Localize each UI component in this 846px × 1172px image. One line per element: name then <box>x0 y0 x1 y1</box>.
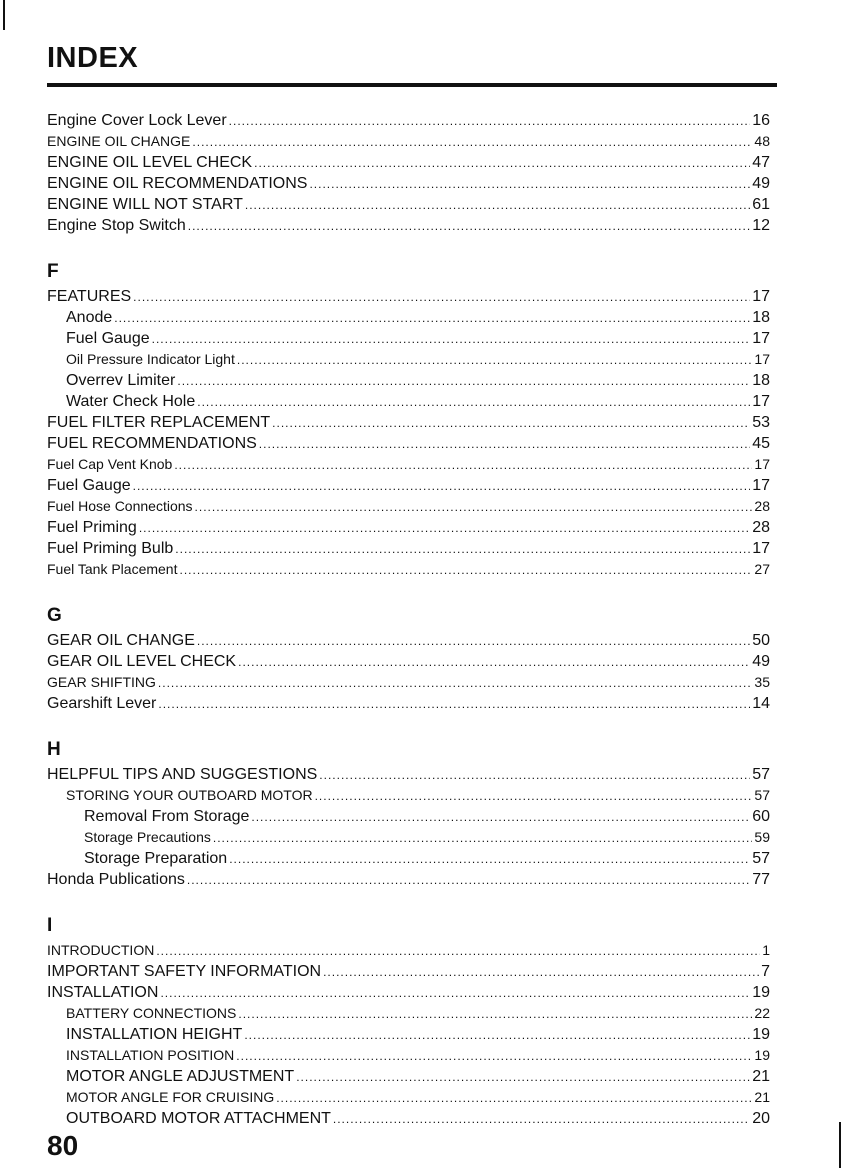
index-entry <box>47 630 770 651</box>
scan-edge-mark-right <box>839 1122 841 1168</box>
index-entry <box>47 173 770 194</box>
dot-leader <box>245 195 750 216</box>
index-entry-label: Engine Cover Lock Lever <box>47 112 227 129</box>
index-entry-page: 12 <box>752 217 770 234</box>
index-entry-page: 61 <box>752 196 770 213</box>
index-entry-label: Storage Precautions <box>84 829 211 845</box>
dot-leader <box>244 1025 750 1046</box>
section-letter: G <box>47 605 62 626</box>
index-entry-page: 7 <box>761 963 770 980</box>
index-entry-label: ENGINE WILL NOT START <box>47 196 243 213</box>
index-entry-page: 28 <box>752 519 770 536</box>
index-entry <box>47 391 770 412</box>
index-entry <box>47 869 770 890</box>
index-entry-page: 50 <box>752 632 770 649</box>
index-entry-page: 14 <box>752 695 770 712</box>
index-entry <box>47 1087 770 1108</box>
dot-leader <box>272 413 750 434</box>
dot-leader <box>179 560 752 581</box>
section-letter: H <box>47 739 61 760</box>
index-entry-page: 59 <box>754 829 770 845</box>
dot-leader <box>133 287 750 308</box>
index-entry-page: 17 <box>752 393 770 410</box>
index-entry <box>47 848 770 869</box>
index-entry-page: 60 <box>752 808 770 825</box>
index-entry-page: 1 <box>762 942 770 958</box>
index-entry-label: GEAR SHIFTING <box>47 674 156 690</box>
index-entry-page: 49 <box>752 653 770 670</box>
index-entry <box>47 328 770 349</box>
index-entry-label: Water Check Hole <box>66 393 196 410</box>
dot-leader <box>195 497 753 518</box>
index-entry-page: 18 <box>752 309 770 326</box>
index-entry <box>47 1024 770 1045</box>
dot-leader <box>158 673 753 694</box>
index-entry-page: 17 <box>752 288 770 305</box>
index-entry <box>47 806 770 827</box>
index-entry-label: GEAR OIL CHANGE <box>47 632 195 649</box>
dot-leader <box>152 329 751 350</box>
index-entry-label: Overrev Limiter <box>66 372 176 389</box>
dot-leader <box>156 941 760 962</box>
dot-leader <box>229 111 751 132</box>
index-entry <box>47 940 770 961</box>
index-entry-label: Fuel Tank Placement <box>47 561 178 577</box>
dot-leader <box>276 1088 752 1109</box>
index-entry-label: FEATURES <box>47 288 132 305</box>
index-entry-page: 57 <box>752 850 770 867</box>
page-number: 80 <box>47 1130 79 1161</box>
dot-leader <box>187 870 750 891</box>
index-entry-page: 19 <box>754 1047 770 1063</box>
index-entry-page: 27 <box>754 561 770 577</box>
dot-leader <box>197 631 750 652</box>
index-entry-page: 22 <box>754 1005 770 1021</box>
index-entry-label: INTRODUCTION <box>47 942 155 958</box>
index-entry <box>47 286 770 307</box>
index-entry-label: MOTOR ANGLE FOR CRUISING <box>66 1089 275 1105</box>
index-entry <box>47 693 770 714</box>
index-entry-label: Fuel Hose Connections <box>47 498 193 514</box>
index-entry-label: INSTALLATION HEIGHT <box>66 1026 243 1043</box>
index-entry <box>47 475 770 496</box>
index-entry-page: 18 <box>752 372 770 389</box>
title-rule <box>47 83 777 87</box>
index-entry-page: 57 <box>754 787 770 803</box>
index-entry-page: 19 <box>752 1026 770 1043</box>
index-entry-page: 45 <box>752 435 770 452</box>
index-entry-label: STORING YOUR OUTBOARD MOTOR <box>66 787 313 803</box>
index-entry-label: IMPORTANT SAFETY INFORMATION <box>47 963 322 980</box>
dot-leader <box>197 392 750 413</box>
dot-leader <box>139 518 750 539</box>
dot-leader <box>315 786 753 807</box>
index-entry <box>47 982 770 1003</box>
dot-leader <box>251 807 750 828</box>
index-entry-page: 21 <box>754 1089 770 1105</box>
index-entry <box>47 131 770 152</box>
index-entry-label: Oil Pressure Indicator Light <box>66 351 235 367</box>
dot-leader <box>175 539 750 560</box>
index-entry-page: 17 <box>752 330 770 347</box>
index-entry <box>47 433 770 454</box>
index-entry <box>47 307 770 328</box>
index-entry-page: 21 <box>752 1068 770 1085</box>
index-entry-label: HELPFUL TIPS AND SUGGESTIONS <box>47 766 318 783</box>
index-entry <box>47 1003 770 1024</box>
index-entry-label: FUEL FILTER REPLACEMENT <box>47 414 271 431</box>
index-entry-label: Fuel Priming Bulb <box>47 540 174 557</box>
dot-leader <box>238 652 750 673</box>
index-entry <box>47 1045 770 1066</box>
index-list <box>47 110 770 1129</box>
index-entry <box>47 1066 770 1087</box>
index-entry-page: 17 <box>752 477 770 494</box>
dot-leader <box>192 132 752 153</box>
index-entry-label: ENGINE OIL RECOMMENDATIONS <box>47 175 308 192</box>
index-entry <box>47 152 770 173</box>
index-entry-label: Fuel Priming <box>47 519 137 536</box>
index-entry <box>47 517 770 538</box>
dot-leader <box>296 1067 750 1088</box>
index-entry <box>47 412 770 433</box>
section-letter: F <box>47 261 59 282</box>
index-entry-label: FUEL RECOMMENDATIONS <box>47 435 257 452</box>
page-title: INDEX <box>47 42 139 74</box>
dot-leader <box>177 371 750 392</box>
index-entry-label: Engine Stop Switch <box>47 217 186 234</box>
index-entry <box>47 961 770 982</box>
index-entry <box>47 764 770 785</box>
dot-leader <box>174 455 752 476</box>
index-entry-page: 17 <box>754 456 770 472</box>
index-entry-page: 57 <box>752 766 770 783</box>
dot-leader <box>323 962 759 983</box>
index-entry-label: OUTBOARD MOTOR ATTACHMENT <box>66 1110 331 1127</box>
dot-leader <box>238 1004 752 1025</box>
index-entry <box>47 1108 770 1129</box>
index-entry-label: Honda Publications <box>47 871 185 888</box>
index-entry-page: 35 <box>754 674 770 690</box>
dot-leader <box>158 694 750 715</box>
index-entry-label: ENGINE OIL LEVEL CHECK <box>47 154 253 171</box>
index-entry <box>47 538 770 559</box>
dot-leader <box>213 828 753 849</box>
index-entry <box>47 349 770 370</box>
index-entry <box>47 454 770 475</box>
index-entry-label: INSTALLATION <box>47 984 159 1001</box>
dot-leader <box>160 983 750 1004</box>
index-entry-label: Fuel Cap Vent Knob <box>47 456 173 472</box>
index-entry-page: 48 <box>754 133 770 149</box>
index-entry <box>47 672 770 693</box>
index-entry <box>47 496 770 517</box>
index-entry <box>47 370 770 391</box>
index-entry-label: Fuel Gauge <box>47 477 131 494</box>
dot-leader <box>259 434 750 455</box>
index-entry <box>47 194 770 215</box>
index-entry-page: 47 <box>752 154 770 171</box>
dot-leader <box>133 476 751 497</box>
index-entry-page: 77 <box>752 871 770 888</box>
dot-leader <box>114 308 750 329</box>
dot-leader <box>229 849 750 870</box>
index-entry-page: 16 <box>752 112 770 129</box>
scan-edge-mark <box>3 0 5 30</box>
index-entry-page: 53 <box>752 414 770 431</box>
dot-leader <box>254 153 750 174</box>
index-entry-label: INSTALLATION POSITION <box>66 1047 235 1063</box>
dot-leader <box>236 1046 752 1067</box>
index-entry-page: 28 <box>754 498 770 514</box>
dot-leader <box>309 174 750 195</box>
index-entry-label: Anode <box>66 309 113 326</box>
index-entry-page: 19 <box>752 984 770 1001</box>
section-letter: I <box>47 915 53 936</box>
index-entry-page: 17 <box>754 351 770 367</box>
index-entry-page: 20 <box>752 1110 770 1127</box>
dot-leader <box>188 216 750 237</box>
index-entry-label: BATTERY CONNECTIONS <box>66 1005 237 1021</box>
index-entry-label: MOTOR ANGLE ADJUSTMENT <box>66 1068 295 1085</box>
index-entry <box>47 559 770 580</box>
index-entry-label: Removal From Storage <box>84 808 250 825</box>
index-entry-label: GEAR OIL LEVEL CHECK <box>47 653 237 670</box>
index-entry-page: 17 <box>752 540 770 557</box>
index-entry <box>47 215 770 236</box>
index-entry-label: Gearshift Lever <box>47 695 157 712</box>
index-entry <box>47 785 770 806</box>
dot-leader <box>237 350 753 371</box>
index-entry <box>47 651 770 672</box>
dot-leader <box>333 1109 750 1130</box>
index-entry-label: Storage Preparation <box>84 850 228 867</box>
index-entry-label: Fuel Gauge <box>66 330 150 347</box>
index-entry-page: 49 <box>752 175 770 192</box>
index-entry <box>47 827 770 848</box>
dot-leader <box>319 765 750 786</box>
index-entry <box>47 110 770 131</box>
index-entry-label: ENGINE OIL CHANGE <box>47 133 191 149</box>
